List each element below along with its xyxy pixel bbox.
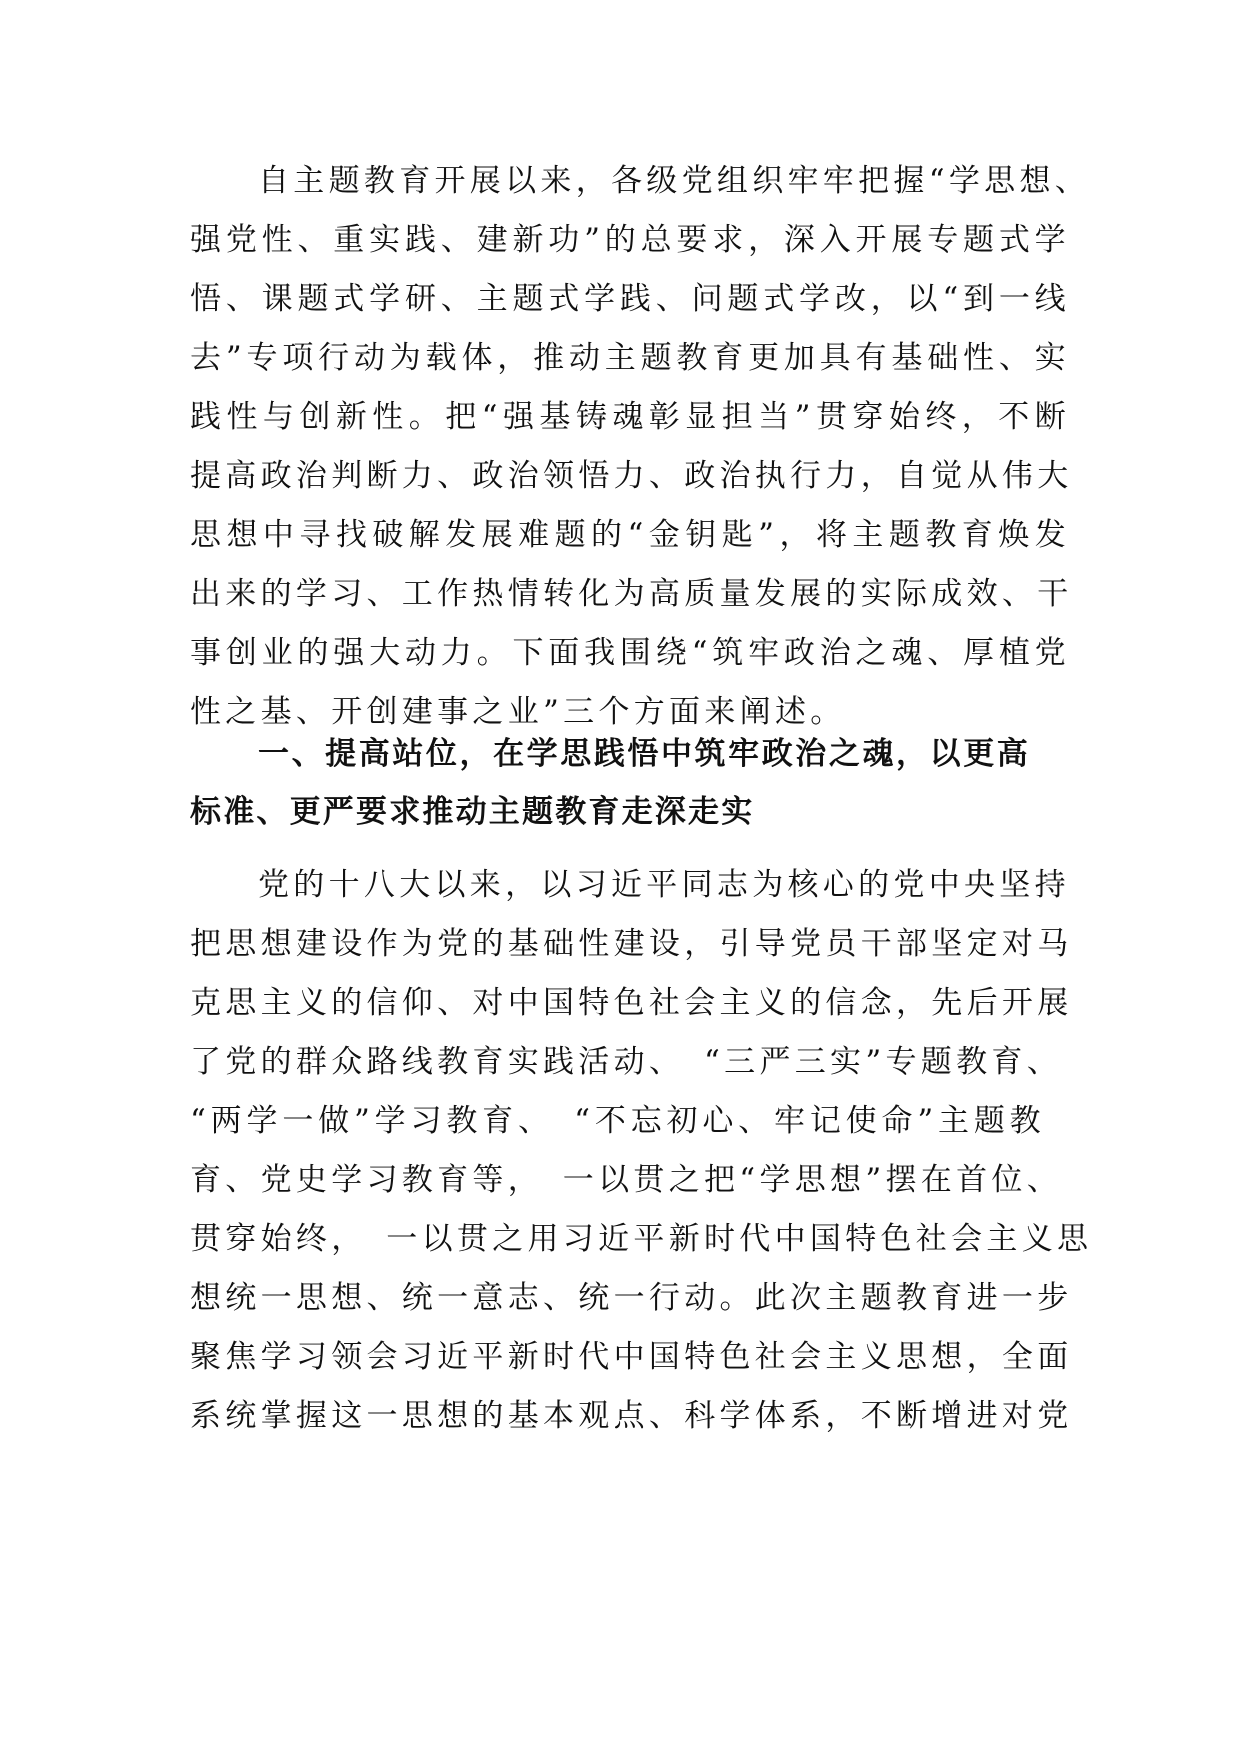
paragraph-line: 强党性、重实践、建新功”的总要求，深入开展专题式学 <box>190 222 1070 258</box>
paragraph-line: 系统掌握这一思想的基本观点、科学体系，不断增进对党 <box>190 1398 1073 1434</box>
paragraph-line: “两学一做”学习教育、 “不忘初心、牢记使命”主题教 <box>190 1103 1045 1139</box>
section-heading <box>190 725 1030 841</box>
paragraph-line: 自主题教育开展以来，各级党组织牢牢把握“学思想、 <box>258 163 1091 199</box>
paragraph-line: 了党的群众路线教育实践活动、 “三严三实”专题教育、 <box>190 1044 1062 1080</box>
paragraph-line: 思想中寻找破解发展难题的“金钥匙”，将主题教育焕发 <box>190 517 1070 553</box>
paragraph-line: 事创业的强大动力。下面我围绕“筑牢政治之魂、厚植党 <box>190 635 1070 671</box>
paragraph-line: 践性与创新性。把“强基铸魂彰显担当”贯穿始终，不断 <box>190 399 1070 435</box>
paragraph-line: 去”专项行动为载体，推动主题教育更加具有基础性、实 <box>190 340 1070 376</box>
paragraph-line: 聚焦学习领会习近平新时代中国特色社会主义思想，全面 <box>190 1339 1073 1375</box>
paragraph-line: 想统一思想、统一意志、统一行动。此次主题教育进一步 <box>190 1280 1073 1316</box>
paragraph-line: 出来的学习、工作热情转化为高质量发展的实际成效、干 <box>190 576 1073 612</box>
paragraph-line: 悟、课题式学研、主题式学践、问题式学改，以“到一线 <box>190 281 1070 317</box>
heading-line: 标准、更严要求推动主题教育走深走实 <box>190 794 755 830</box>
section-paragraph <box>190 856 1093 1446</box>
paragraph-line: 克思主义的信仰、对中国特色社会主义的信念，先后开展 <box>190 985 1073 1021</box>
paragraph-line: 提高政治判断力、政治领悟力、政治执行力，自觉从伟大 <box>190 458 1073 494</box>
intro-paragraph <box>190 152 1091 742</box>
paragraph-line: 贯穿始终， 一以贯之用习近平新时代中国特色社会主义思 <box>190 1221 1093 1257</box>
paragraph-line: 育、党史学习教育等， 一以贯之把“学思想”摆在首位、 <box>190 1162 1062 1198</box>
paragraph-line: 党的十八大以来，以习近平同志为核心的党中央坚持 <box>258 867 1070 903</box>
paragraph-line: 把思想建设作为党的基础性建设，引导党员干部坚定对马 <box>190 926 1073 962</box>
paragraph-line: 性之基、开创建事之业”三个方面来阐述。 <box>190 694 846 730</box>
heading-line: 一、提高站位，在学思践悟中筑牢政治之魂，以更高 <box>258 736 1030 772</box>
